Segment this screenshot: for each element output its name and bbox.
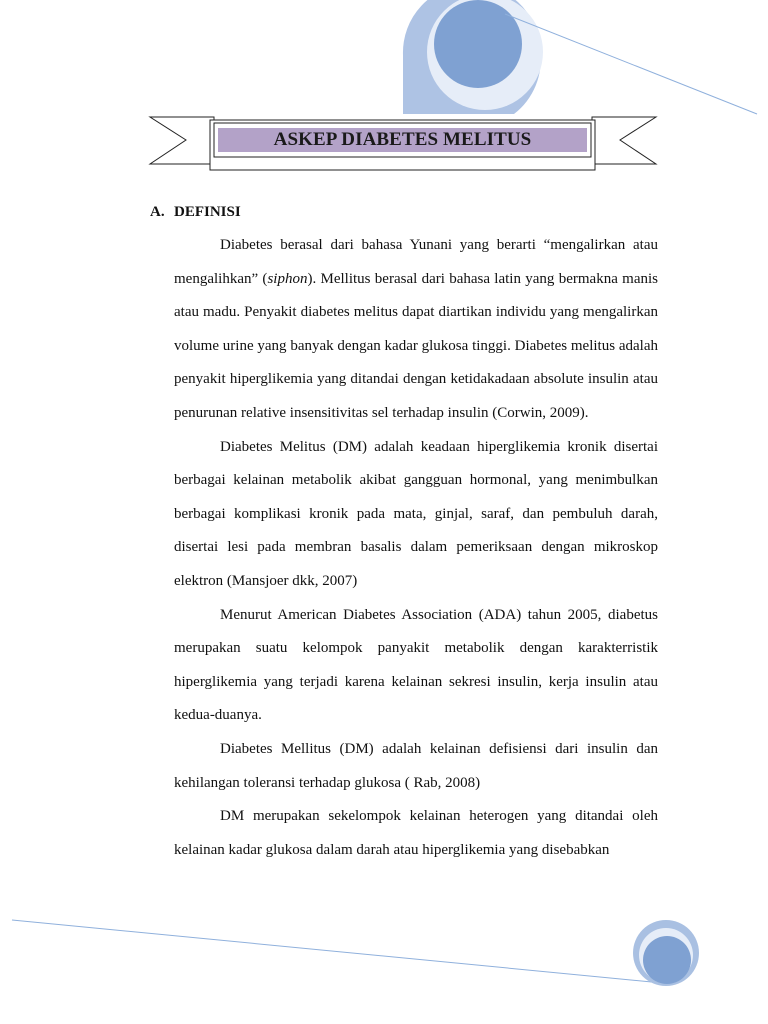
section-title: DEFINISI	[174, 204, 241, 220]
paragraph-4: Diabetes Mellitus (DM) adalah kelainan defisiensi dari insulin dan kehilangan toleransi terhadap glukosa ( Rab, 2008)	[174, 740, 658, 791]
paragraph-2: Diabetes Melitus (DM) adalah keadaan hiperglikemia kronik disertai berbagai kelainan metabolik akibat gangguan hormonal, yang menimbulkan berbagai komplikasi kronik pada mata, ginjal, saraf, dan pembuluh darah, disertai lesi pada membran basalis dalam pemeriksaan dengan mikroskop elektron (Mansjoer dkk, 2007)	[174, 438, 658, 589]
bottom-line	[12, 920, 662, 983]
paragraph-3: Menurut American Diabetes Association (ADA) tahun 2005, diabetus merupakan suatu kelompok panyakit metabolik dengan karakterristik hiperglikemia yang terjadi karena kelainan sekresi insulin, kerja insulin atau kedua-duanya.	[174, 606, 658, 724]
document-body	[174, 229, 658, 867]
section-number: A.	[150, 204, 165, 220]
paragraph-1	[174, 229, 658, 431]
top-right-line	[505, 14, 757, 114]
bottom-circle-ornament	[633, 920, 699, 986]
paragraph-5: DM merupakan sekelompok kelainan heterogen yang ditandai oleh kelainan kadar glukosa dalam darah atau hiperglikemia yang disebabkan	[174, 808, 658, 858]
paragraph-1-text-b: ). Mellitus berasal dari bahasa latin yang bermakna manis atau madu. Penyakit diabetes melitus dapat diartikan individu yang mengalirkan volume urine yang banyak dengan kadar glukosa tinggi. Diabetes melitus adalah penyakit hiperglikemia yang ditandai dengan ketidakadaan absolute insulin atau penurunan relative insensitivitas sel terhadap insulin (Corwin, 2009).	[174, 270, 658, 421]
section-heading	[150, 202, 241, 222]
paragraph-1-text-a: Diabetes berasal dari bahasa Yunani yang berarti “mengalirkan atau mengalihkan” (	[174, 237, 658, 287]
top-circle-ornament	[403, 0, 543, 114]
document-title: ASKEP DIABETES MELITUS	[218, 128, 587, 152]
paragraph-1-italic: siphon	[267, 270, 308, 287]
